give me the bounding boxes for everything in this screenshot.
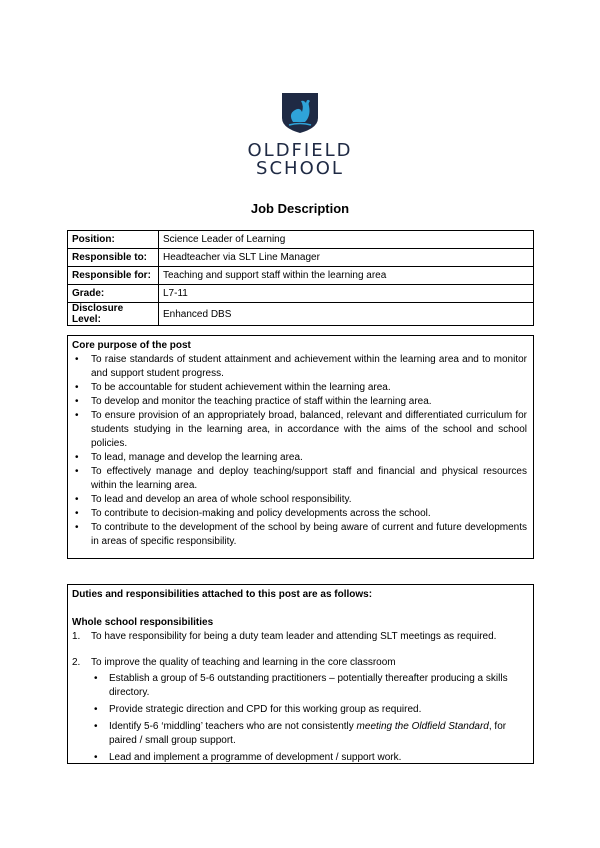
duties-subheading: Whole school responsibilities <box>72 617 214 628</box>
job-info-table <box>67 230 534 326</box>
info-key: Grade: <box>68 285 159 303</box>
list-item: • To contribute to the development of the school by being aware of current and future developments in areas of specific responsibility. <box>72 521 527 549</box>
duties-box <box>67 584 534 764</box>
list-item: • To effectively manage and deploy teaching/support staff and financial and physical resources within the learning area. <box>72 465 527 493</box>
core-purpose-heading: Core purpose of the post <box>72 340 191 351</box>
school-logo <box>0 92 600 134</box>
sub-list-item: • Establish a group of 5-6 outstanding practitioners – potentially thereafter producing a skills directory. <box>91 672 527 700</box>
list-item: • To lead and develop an area of whole school responsibility. <box>72 493 527 507</box>
info-value: Teaching and support staff within the learning area <box>159 267 534 285</box>
table-row <box>68 249 534 267</box>
sub-list-item: • Lead and implement a programme of development / support work. <box>91 751 527 765</box>
table-row <box>68 267 534 285</box>
info-value: Headteacher via SLT Line Manager <box>159 249 534 267</box>
list-item: • To contribute to decision-making and policy developments across the school. <box>72 507 527 521</box>
table-row <box>68 231 534 249</box>
sub-item-text: , for paired / small group support. <box>109 721 507 746</box>
document-title: Job Description <box>250 201 350 216</box>
list-item: • To lead, manage and develop the learning area. <box>72 451 527 465</box>
table-row <box>68 285 534 303</box>
school-name-line2: SCHOOL <box>256 158 344 179</box>
list-item: • To be accountable for student achievement within the learning area. <box>72 381 527 395</box>
school-name-line1: OLDFIELD <box>247 140 353 161</box>
list-number: 1. <box>72 631 81 642</box>
list-item-text: To have responsibility for being a duty team leader and attending SLT meetings as required. <box>91 631 497 642</box>
list-number: 2. <box>72 657 81 668</box>
core-purpose-list <box>72 353 527 549</box>
table-row <box>68 303 534 326</box>
info-value: L7-11 <box>159 285 534 303</box>
core-purpose-box <box>67 335 534 559</box>
list-item: • To ensure provision of an appropriately broad, balanced, relevant and differentiated curriculum for students studying in the learning area, in accordance with the aims of the school and school policies. <box>72 409 527 451</box>
emphasis-text: meeting the Oldfield Standard <box>356 721 489 732</box>
sub-list-item <box>91 720 527 748</box>
list-item-text: To improve the quality of teaching and learning in the core classroom <box>91 657 396 668</box>
list-item <box>72 656 527 765</box>
info-key: Disclosure Level: <box>68 303 159 326</box>
sub-list-item: • Provide strategic direction and CPD for this working group as required. <box>91 703 527 717</box>
list-item: • To raise standards of student attainment and achievement within the learning area and to monitor and support student progress. <box>72 353 527 381</box>
swan-crest-icon <box>281 92 319 134</box>
info-key: Position: <box>68 231 159 249</box>
info-value: Enhanced DBS <box>159 303 534 326</box>
sub-list <box>91 672 527 765</box>
info-value: Science Leader of Learning <box>159 231 534 249</box>
sub-item-text: Identify 5-6 ‘middling’ teachers who are not consistently <box>109 721 357 732</box>
info-key: Responsible for: <box>68 267 159 285</box>
info-key: Responsible to: <box>68 249 159 267</box>
list-item <box>72 630 527 644</box>
duties-heading: Duties and responsibilities attached to this post are as follows: <box>72 589 373 600</box>
duties-list <box>72 630 527 765</box>
list-item: • To develop and monitor the teaching practice of staff within the learning area. <box>72 395 527 409</box>
